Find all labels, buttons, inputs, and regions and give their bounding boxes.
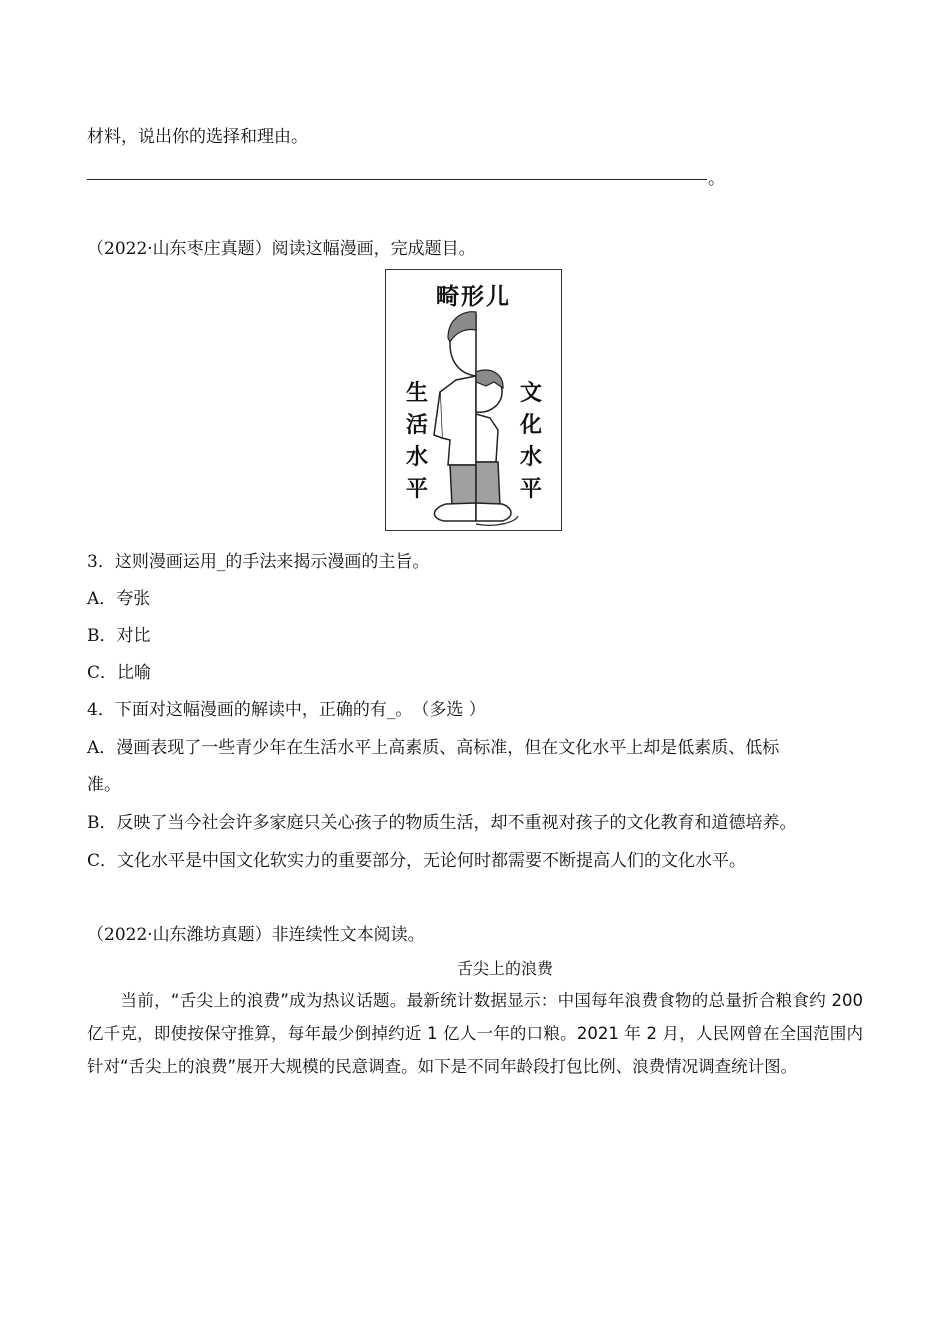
question-4-option-b: B．反映了当今社会许多家庭只关心孩子的物质生活，却不重视对孩子的文化教育和道德培养。 (87, 813, 797, 833)
cartoon-right-label (518, 378, 544, 506)
left-label-char: 平 (405, 477, 428, 502)
question-3-option-a: A．夸张 (87, 589, 151, 609)
left-label-char: 水 (405, 445, 428, 470)
right-label-char: 水 (519, 445, 542, 470)
question-4-option-a-line1: A．漫画表现了一些青少年在生活水平上高素质、高标准，但在文化水平上却是低素质、低标 (87, 738, 780, 758)
question-4-stem: 4．下面对这幅漫画的解读中，正确的有_。 （多选 ） (87, 700, 486, 720)
question-3-option-b: B．对比 (87, 626, 151, 646)
answer-blank-line (87, 178, 707, 180)
answer-blank-end: 。 (708, 169, 725, 189)
article-title: 舌尖上的浪费 (456, 959, 553, 978)
source-weifang: （2022·山东潍坊真题）非连续性文本阅读。 (87, 925, 425, 945)
question-4-option-a-line2: 准。 (87, 775, 121, 795)
intro-tail-text: 材料，说出你的选择和理由。 (87, 127, 308, 147)
article-paragraph: 当前，“舌尖上的浪费”成为热议话题。最新统计数据显示：中国每年浪费食物的总量折合粮食约 200 亿千克，即使按保守推算，每年最少倒掉约近 1 亿人一年的口粮。2021 年 2 月，人民网曾在全国范围内针对“舌尖上的浪费”展开大规模的民意调查。如下是不同年龄段打包比例、浪费情况调查统计图。 (87, 991, 863, 1076)
right-label-char: 平 (519, 477, 542, 502)
source-zaozhuang: （2022·山东枣庄真题）阅读这幅漫画，完成题目。 (87, 239, 476, 259)
left-label-char: 生 (405, 381, 428, 406)
cartoon-left-label (404, 378, 430, 506)
question-3-option-c: C．比喻 (87, 663, 152, 683)
cartoon-figure (385, 269, 562, 531)
cartoon-title: 畸形儿 (436, 284, 511, 310)
right-label-char: 化 (519, 413, 542, 438)
right-label-char: 文 (519, 381, 542, 406)
question-3-stem: 3．这则漫画运用_的手法来揭示漫画的主旨。 (87, 552, 430, 572)
left-label-char: 活 (405, 413, 428, 438)
question-4-option-c: C．文化水平是中国文化软实力的重要部分，无论何时都需要不断提高人们的文化水平。 (87, 851, 747, 871)
